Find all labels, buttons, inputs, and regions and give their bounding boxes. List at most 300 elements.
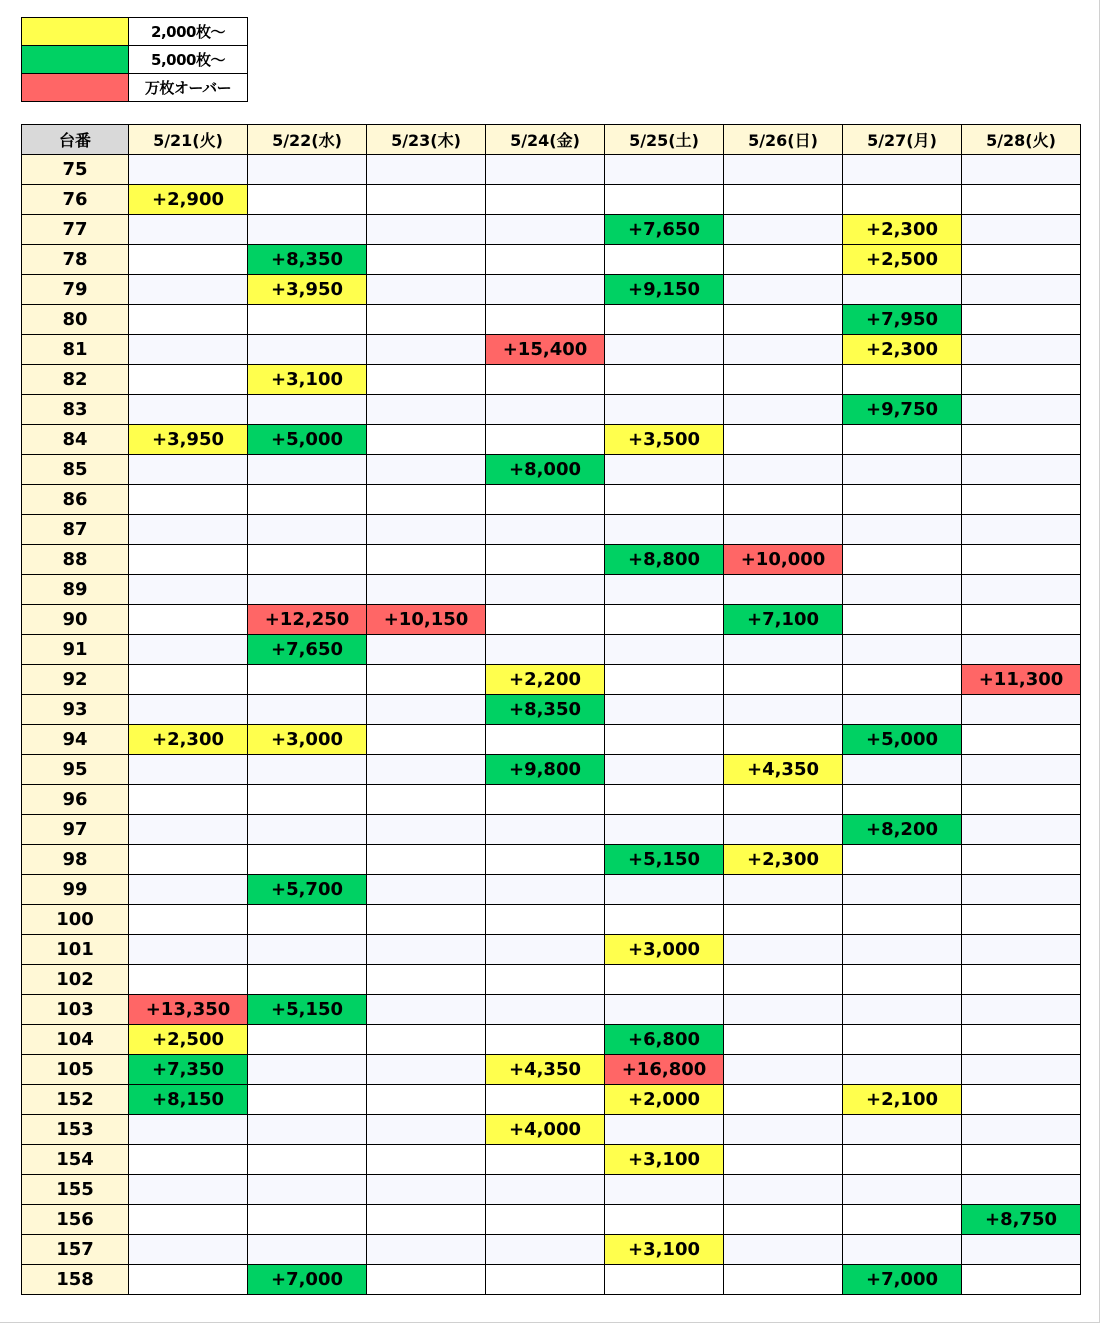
payout-cell bbox=[129, 785, 248, 815]
table-row bbox=[22, 965, 1081, 995]
payout-cell bbox=[486, 1265, 605, 1295]
payout-cell bbox=[605, 755, 724, 785]
payout-cell bbox=[962, 365, 1081, 395]
payout-cell bbox=[724, 1205, 843, 1235]
payout-cell bbox=[248, 1115, 367, 1145]
payout-cell bbox=[843, 1115, 962, 1145]
machine-number: 99 bbox=[22, 875, 129, 905]
payout-cell bbox=[486, 875, 605, 905]
machine-number: 80 bbox=[22, 305, 129, 335]
table-row bbox=[22, 455, 1081, 485]
payout-cell bbox=[605, 395, 724, 425]
payout-cell bbox=[486, 935, 605, 965]
payout-cell: +6,800 bbox=[605, 1025, 724, 1055]
payout-cell bbox=[962, 185, 1081, 215]
payout-cell bbox=[367, 215, 486, 245]
payout-cell bbox=[605, 335, 724, 365]
payout-cell bbox=[605, 305, 724, 335]
payout-cell: +2,000 bbox=[605, 1085, 724, 1115]
payout-cell bbox=[129, 305, 248, 335]
payout-cell bbox=[962, 755, 1081, 785]
payout-cell bbox=[367, 965, 486, 995]
machine-number: 101 bbox=[22, 935, 129, 965]
payout-cell bbox=[605, 725, 724, 755]
payout-cell bbox=[367, 575, 486, 605]
machine-number: 82 bbox=[22, 365, 129, 395]
table-row bbox=[22, 545, 1081, 575]
payout-cell: +5,150 bbox=[248, 995, 367, 1025]
table-row bbox=[22, 1025, 1081, 1055]
payout-cell bbox=[962, 695, 1081, 725]
payout-cell bbox=[724, 815, 843, 845]
table-row bbox=[22, 815, 1081, 845]
payout-cell: +2,300 bbox=[843, 215, 962, 245]
payout-cell bbox=[129, 545, 248, 575]
payout-cell bbox=[367, 905, 486, 935]
payout-cell: +3,500 bbox=[605, 425, 724, 455]
payout-cell bbox=[248, 515, 367, 545]
payout-cell bbox=[486, 905, 605, 935]
table-row bbox=[22, 275, 1081, 305]
payout-cell: +3,100 bbox=[248, 365, 367, 395]
payout-cell bbox=[605, 965, 724, 995]
payout-cell bbox=[843, 665, 962, 695]
payout-cell: +3,100 bbox=[605, 1145, 724, 1175]
payout-cell bbox=[962, 485, 1081, 515]
table-row bbox=[22, 1175, 1081, 1205]
payout-cell bbox=[248, 185, 367, 215]
payout-cell bbox=[724, 1175, 843, 1205]
payout-cell bbox=[962, 275, 1081, 305]
payout-cell bbox=[843, 845, 962, 875]
payout-cell: +4,350 bbox=[486, 1055, 605, 1085]
machine-number: 95 bbox=[22, 755, 129, 785]
payout-cell bbox=[367, 365, 486, 395]
legend-swatch bbox=[22, 18, 129, 46]
payout-cell bbox=[248, 1055, 367, 1085]
payout-cell bbox=[962, 395, 1081, 425]
date-column-header: 5/23(木) bbox=[367, 125, 486, 155]
payout-cell bbox=[724, 965, 843, 995]
payout-cell bbox=[605, 875, 724, 905]
machine-number: 91 bbox=[22, 635, 129, 665]
payout-cell bbox=[724, 335, 843, 365]
table-row bbox=[22, 1085, 1081, 1115]
machine-number: 90 bbox=[22, 605, 129, 635]
table-row bbox=[22, 1055, 1081, 1085]
payout-cell: +13,350 bbox=[129, 995, 248, 1025]
payout-cell bbox=[367, 1265, 486, 1295]
payout-cell bbox=[248, 965, 367, 995]
payout-cell bbox=[724, 785, 843, 815]
payout-cell bbox=[129, 965, 248, 995]
payout-cell bbox=[248, 845, 367, 875]
payout-cell: +10,000 bbox=[724, 545, 843, 575]
payout-cell bbox=[843, 155, 962, 185]
payout-cell bbox=[367, 1235, 486, 1265]
machine-number: 88 bbox=[22, 545, 129, 575]
payout-cell bbox=[962, 725, 1081, 755]
machine-number: 76 bbox=[22, 185, 129, 215]
payout-cell: +3,950 bbox=[129, 425, 248, 455]
payout-cell bbox=[129, 515, 248, 545]
payout-cell bbox=[129, 875, 248, 905]
payout-cell bbox=[605, 665, 724, 695]
payout-cell: +5,150 bbox=[605, 845, 724, 875]
payout-cell bbox=[605, 1115, 724, 1145]
payout-cell: +7,650 bbox=[248, 635, 367, 665]
payout-cell bbox=[962, 1265, 1081, 1295]
payout-cell bbox=[486, 1145, 605, 1175]
payout-cell bbox=[962, 785, 1081, 815]
payout-cell bbox=[486, 1025, 605, 1055]
payout-cell bbox=[843, 515, 962, 545]
date-column-header: 5/26(日) bbox=[724, 125, 843, 155]
payout-cell bbox=[367, 185, 486, 215]
machine-number: 97 bbox=[22, 815, 129, 845]
legend-label: 2,000枚～ bbox=[129, 18, 248, 46]
date-column-header: 5/24(金) bbox=[486, 125, 605, 155]
payout-cell bbox=[724, 725, 843, 755]
payout-cell bbox=[724, 995, 843, 1025]
payout-cell bbox=[248, 1205, 367, 1235]
payout-cell bbox=[367, 1115, 486, 1145]
payout-cell: +9,750 bbox=[843, 395, 962, 425]
payout-cell bbox=[129, 635, 248, 665]
payout-cell bbox=[248, 1025, 367, 1055]
payout-cell bbox=[248, 215, 367, 245]
payout-cell bbox=[843, 755, 962, 785]
date-column-header: 5/28(火) bbox=[962, 125, 1081, 155]
table-row bbox=[22, 245, 1081, 275]
machine-number: 77 bbox=[22, 215, 129, 245]
payout-cell bbox=[843, 635, 962, 665]
payout-cell: +3,000 bbox=[605, 935, 724, 965]
payout-cell: +2,500 bbox=[129, 1025, 248, 1055]
payout-cell bbox=[367, 875, 486, 905]
payout-cell bbox=[962, 1025, 1081, 1055]
payout-cell bbox=[486, 215, 605, 245]
payout-cell bbox=[962, 515, 1081, 545]
payout-cell bbox=[724, 185, 843, 215]
payout-cell bbox=[843, 905, 962, 935]
payout-cell bbox=[843, 575, 962, 605]
payout-cell bbox=[367, 245, 486, 275]
payout-cell bbox=[605, 155, 724, 185]
payout-cell bbox=[962, 995, 1081, 1025]
payout-cell bbox=[724, 455, 843, 485]
payout-cell: +2,500 bbox=[843, 245, 962, 275]
payout-cell: +8,750 bbox=[962, 1205, 1081, 1235]
payout-cell bbox=[843, 965, 962, 995]
payout-cell bbox=[248, 755, 367, 785]
payout-cell bbox=[486, 845, 605, 875]
payout-cell bbox=[486, 425, 605, 455]
color-legend bbox=[21, 17, 248, 102]
payout-cell bbox=[605, 1205, 724, 1235]
payout-cell bbox=[367, 845, 486, 875]
payout-cell: +2,200 bbox=[486, 665, 605, 695]
payout-cell bbox=[486, 605, 605, 635]
payout-cell bbox=[962, 335, 1081, 365]
payout-cell bbox=[724, 875, 843, 905]
payout-cell bbox=[605, 245, 724, 275]
legend-label: 5,000枚～ bbox=[129, 46, 248, 74]
payout-cell bbox=[367, 1085, 486, 1115]
payout-cell bbox=[724, 305, 843, 335]
payout-cell bbox=[367, 1175, 486, 1205]
payout-cell bbox=[605, 455, 724, 485]
payout-cell bbox=[486, 395, 605, 425]
payout-cell bbox=[962, 1145, 1081, 1175]
payout-cell: +9,150 bbox=[605, 275, 724, 305]
payout-cell bbox=[724, 1085, 843, 1115]
table-row bbox=[22, 935, 1081, 965]
table-row bbox=[22, 485, 1081, 515]
payout-cell bbox=[248, 1175, 367, 1205]
payout-cell bbox=[129, 485, 248, 515]
machine-number: 89 bbox=[22, 575, 129, 605]
payout-cell bbox=[367, 635, 486, 665]
payout-cell bbox=[248, 395, 367, 425]
table-row bbox=[22, 575, 1081, 605]
machine-number: 94 bbox=[22, 725, 129, 755]
machine-number: 155 bbox=[22, 1175, 129, 1205]
payout-cell bbox=[129, 845, 248, 875]
payout-cell bbox=[962, 155, 1081, 185]
payout-cell bbox=[605, 485, 724, 515]
payout-cell bbox=[605, 605, 724, 635]
payout-cell bbox=[248, 335, 367, 365]
payout-cell bbox=[248, 1235, 367, 1265]
payout-cell bbox=[605, 185, 724, 215]
payout-cell bbox=[605, 575, 724, 605]
payout-cell bbox=[843, 455, 962, 485]
legend-row bbox=[22, 46, 248, 74]
payout-cell bbox=[724, 665, 843, 695]
payout-cell bbox=[367, 815, 486, 845]
payout-cell bbox=[367, 935, 486, 965]
payout-cell bbox=[486, 1235, 605, 1265]
payout-cell: +2,300 bbox=[724, 845, 843, 875]
payout-cell bbox=[605, 785, 724, 815]
payout-cell: +7,950 bbox=[843, 305, 962, 335]
payout-cell bbox=[486, 545, 605, 575]
payout-cell bbox=[367, 545, 486, 575]
payout-cell: +9,800 bbox=[486, 755, 605, 785]
machine-number: 100 bbox=[22, 905, 129, 935]
payout-cell bbox=[129, 335, 248, 365]
payout-cell bbox=[367, 1205, 486, 1235]
table-row bbox=[22, 725, 1081, 755]
payout-cell bbox=[843, 695, 962, 725]
table-row bbox=[22, 995, 1081, 1025]
table-row bbox=[22, 1235, 1081, 1265]
payout-cell bbox=[843, 1235, 962, 1265]
payout-cell bbox=[724, 695, 843, 725]
machine-number: 85 bbox=[22, 455, 129, 485]
payout-cell bbox=[129, 1175, 248, 1205]
payout-cell bbox=[248, 575, 367, 605]
payout-cell bbox=[129, 815, 248, 845]
payout-cell: +7,650 bbox=[605, 215, 724, 245]
payout-cell bbox=[248, 665, 367, 695]
payout-cell bbox=[724, 1115, 843, 1145]
payout-cell bbox=[962, 965, 1081, 995]
machine-number: 157 bbox=[22, 1235, 129, 1265]
payout-cell: +5,000 bbox=[248, 425, 367, 455]
payout-cell bbox=[843, 785, 962, 815]
payout-cell bbox=[962, 875, 1081, 905]
payout-cell bbox=[367, 485, 486, 515]
payout-cell: +10,150 bbox=[367, 605, 486, 635]
payout-cell: +8,150 bbox=[129, 1085, 248, 1115]
payout-cell bbox=[605, 1265, 724, 1295]
payout-cell bbox=[367, 1025, 486, 1055]
payout-cell bbox=[605, 695, 724, 725]
table-row bbox=[22, 155, 1081, 185]
payout-cell bbox=[605, 635, 724, 665]
payout-cell bbox=[962, 935, 1081, 965]
legend-swatch bbox=[22, 46, 129, 74]
table-row bbox=[22, 1115, 1081, 1145]
payout-cell bbox=[724, 155, 843, 185]
payout-cell bbox=[724, 365, 843, 395]
machine-number: 78 bbox=[22, 245, 129, 275]
payout-cell bbox=[248, 935, 367, 965]
machine-number: 156 bbox=[22, 1205, 129, 1235]
payout-cell bbox=[962, 905, 1081, 935]
payout-cell bbox=[843, 875, 962, 905]
payout-cell bbox=[129, 755, 248, 785]
payout-cell bbox=[367, 395, 486, 425]
payout-cell bbox=[367, 155, 486, 185]
machine-number: 154 bbox=[22, 1145, 129, 1175]
payout-cell: +3,950 bbox=[248, 275, 367, 305]
payout-cell bbox=[843, 1025, 962, 1055]
payout-cell bbox=[129, 365, 248, 395]
machine-number: 152 bbox=[22, 1085, 129, 1115]
payout-cell bbox=[129, 665, 248, 695]
payout-cell bbox=[724, 245, 843, 275]
payout-cell bbox=[367, 725, 486, 755]
payout-cell bbox=[962, 545, 1081, 575]
payout-cell bbox=[843, 365, 962, 395]
payout-cell bbox=[724, 395, 843, 425]
payout-cell bbox=[843, 425, 962, 455]
payout-cell bbox=[367, 785, 486, 815]
payout-cell bbox=[129, 575, 248, 605]
table-row bbox=[22, 635, 1081, 665]
table-row bbox=[22, 755, 1081, 785]
legend-row bbox=[22, 18, 248, 46]
payout-cell bbox=[248, 545, 367, 575]
payout-cell bbox=[486, 1205, 605, 1235]
payout-cell: +2,300 bbox=[129, 725, 248, 755]
payout-cell bbox=[486, 995, 605, 1025]
payout-cell bbox=[962, 1175, 1081, 1205]
payout-cell bbox=[962, 1055, 1081, 1085]
payout-cell bbox=[129, 155, 248, 185]
date-column-header: 5/22(水) bbox=[248, 125, 367, 155]
payout-cell bbox=[486, 575, 605, 605]
payout-cell bbox=[486, 815, 605, 845]
payout-table bbox=[21, 124, 1081, 1295]
payout-cell: +4,350 bbox=[724, 755, 843, 785]
payout-cell bbox=[248, 1145, 367, 1175]
payout-cell bbox=[367, 455, 486, 485]
payout-cell bbox=[605, 815, 724, 845]
payout-cell bbox=[843, 605, 962, 635]
payout-cell bbox=[962, 605, 1081, 635]
payout-cell: +7,000 bbox=[248, 1265, 367, 1295]
date-column-header: 5/25(土) bbox=[605, 125, 724, 155]
table-row bbox=[22, 395, 1081, 425]
payout-cell bbox=[367, 425, 486, 455]
payout-cell bbox=[367, 515, 486, 545]
legend-row bbox=[22, 74, 248, 102]
payout-cell bbox=[129, 1205, 248, 1235]
table-row bbox=[22, 1205, 1081, 1235]
machine-number: 98 bbox=[22, 845, 129, 875]
payout-cell bbox=[724, 485, 843, 515]
payout-cell bbox=[129, 695, 248, 725]
payout-cell bbox=[367, 1145, 486, 1175]
payout-cell bbox=[486, 155, 605, 185]
machine-number: 86 bbox=[22, 485, 129, 515]
payout-cell bbox=[486, 515, 605, 545]
payout-cell bbox=[248, 155, 367, 185]
machine-number: 105 bbox=[22, 1055, 129, 1085]
payout-cell bbox=[962, 575, 1081, 605]
payout-cell bbox=[248, 905, 367, 935]
machine-number-header: 台番 bbox=[22, 125, 129, 155]
payout-cell: +4,000 bbox=[486, 1115, 605, 1145]
payout-cell: +8,000 bbox=[486, 455, 605, 485]
payout-cell bbox=[486, 725, 605, 755]
payout-cell bbox=[248, 695, 367, 725]
payout-cell bbox=[724, 425, 843, 455]
payout-cell bbox=[843, 1205, 962, 1235]
payout-cell bbox=[724, 1025, 843, 1055]
machine-number: 93 bbox=[22, 695, 129, 725]
payout-cell bbox=[724, 935, 843, 965]
machine-number: 75 bbox=[22, 155, 129, 185]
payout-cell: +7,100 bbox=[724, 605, 843, 635]
payout-cell bbox=[486, 185, 605, 215]
machine-number: 153 bbox=[22, 1115, 129, 1145]
payout-cell bbox=[129, 935, 248, 965]
machine-number: 81 bbox=[22, 335, 129, 365]
payout-cell bbox=[962, 1235, 1081, 1265]
payout-cell bbox=[605, 365, 724, 395]
payout-cell bbox=[486, 305, 605, 335]
payout-cell bbox=[129, 905, 248, 935]
machine-number: 84 bbox=[22, 425, 129, 455]
payout-cell: +15,400 bbox=[486, 335, 605, 365]
payout-cell bbox=[129, 1235, 248, 1265]
machine-number: 87 bbox=[22, 515, 129, 545]
table-row bbox=[22, 785, 1081, 815]
machine-number: 102 bbox=[22, 965, 129, 995]
payout-cell: +8,350 bbox=[486, 695, 605, 725]
table-row bbox=[22, 845, 1081, 875]
payout-cell bbox=[486, 635, 605, 665]
payout-cell bbox=[962, 1085, 1081, 1115]
payout-cell bbox=[367, 695, 486, 725]
payout-cell bbox=[248, 305, 367, 335]
payout-cell bbox=[248, 1085, 367, 1115]
